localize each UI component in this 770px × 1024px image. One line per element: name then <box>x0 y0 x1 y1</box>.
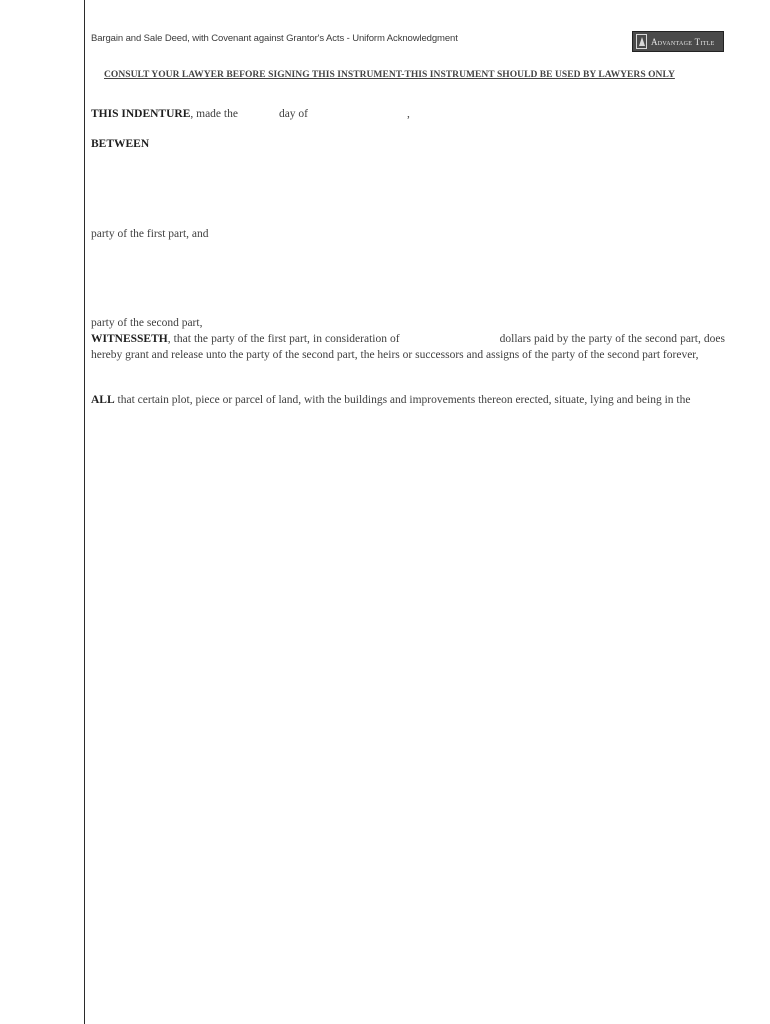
logo-text: Advantage Title <box>651 36 715 47</box>
witnesseth-lead: WITNESSETH <box>91 333 168 345</box>
day-of-text: day of <box>278 108 309 120</box>
between-label: BETWEEN <box>91 138 150 150</box>
lawyer-warning: CONSULT YOUR LAWYER BEFORE SIGNING THIS INSTRUMENT-THIS INSTRUMENT SHOULD BE USED BY LAWYERS ONLY <box>104 70 675 80</box>
form-title: Bargain and Sale Deed, with Covenant against Grantor's Acts - Uniform Acknowledgment <box>91 33 458 44</box>
logo-a-icon <box>636 34 647 49</box>
indenture-lead: THIS INDENTURE <box>91 108 191 120</box>
all-paragraph <box>91 392 725 408</box>
second-party-line: party of the second part, <box>91 317 203 329</box>
made-the-text: , made the <box>190 108 238 120</box>
year-comma: , <box>407 108 410 120</box>
first-party-line: party of the first part, and <box>91 228 209 240</box>
indenture-line <box>91 108 410 120</box>
company-logo <box>632 31 724 52</box>
all-lead: ALL <box>91 394 115 406</box>
witnesseth-text-a: , that the party of the first part, in consideration of <box>167 333 400 345</box>
left-margin-rule <box>84 0 85 1024</box>
witnesseth-text-b: dollars paid by the party of the second part, does hereby grant and release unto the party of the second part, the heirs or successors and assigns of the party of the second part forever, <box>91 333 725 361</box>
witnesseth-paragraph <box>91 315 725 363</box>
between-heading <box>91 138 149 150</box>
all-text: that certain plot, piece or parcel of land, with the buildings and improvements thereon erected, situate, lying and being in the <box>114 394 691 406</box>
